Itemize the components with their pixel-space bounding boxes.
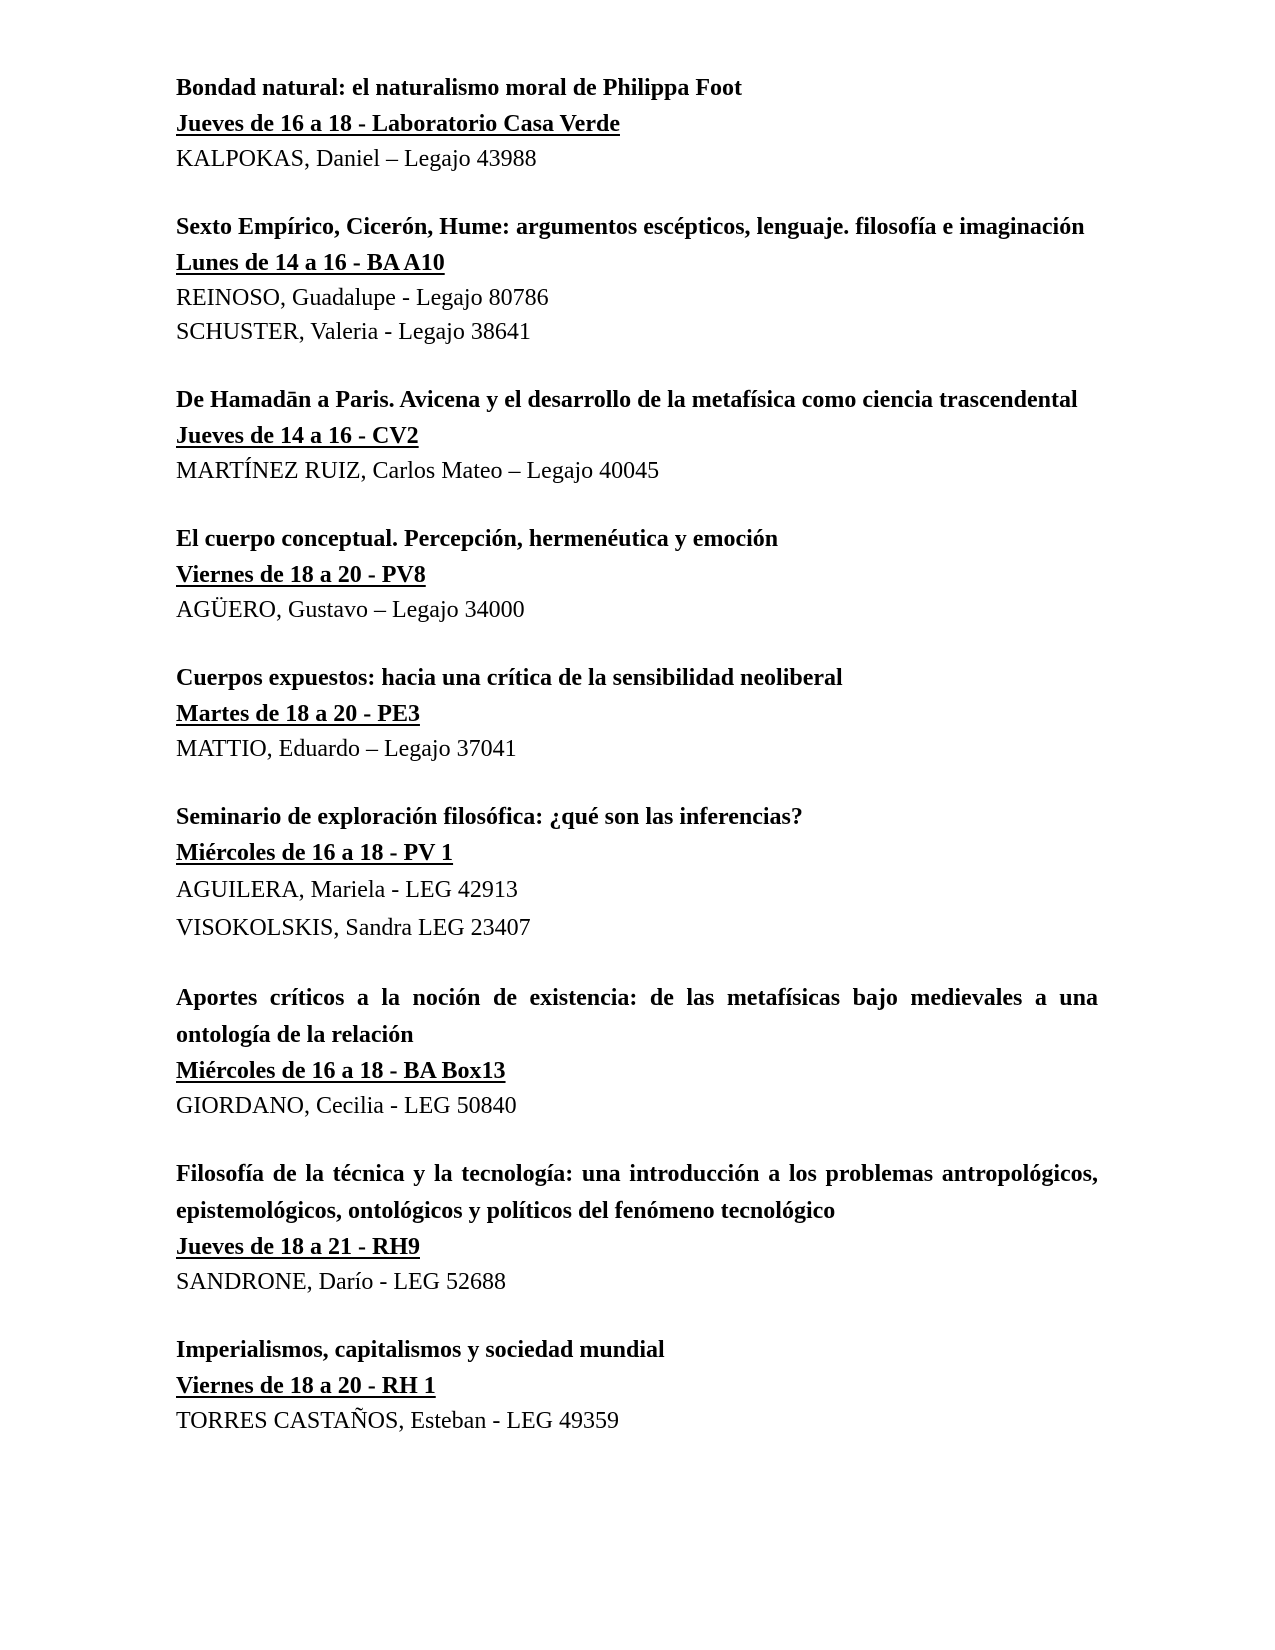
seminar-entry (176, 660, 1098, 766)
seminar-title: Aportes críticos a la noción de existencia: de las metafísicas bajo medievales a una ontología de la relación (176, 985, 1098, 1048)
seminar-professor: KALPOKAS, Daniel – Legajo 43988 (176, 146, 537, 172)
seminar-title: De Hamadān a Paris. Avicena y el desarrollo de la metafísica como ciencia trascendental (176, 387, 1078, 413)
seminar-professor: SANDRONE, Darío - LEG 52688 (176, 1269, 506, 1295)
seminar-entry (176, 980, 1098, 1123)
seminar-entry (176, 521, 1098, 627)
seminar-professor: AGUILERA, Mariela - LEG 42913 (176, 877, 518, 903)
seminar-title: El cuerpo conceptual. Percepción, hermenéutica y emoción (176, 526, 779, 552)
seminar-schedule: Martes de 18 a 20 - PE3 (176, 701, 420, 727)
seminar-professor: VISOKOLSKIS, Sandra LEG 23407 (176, 915, 531, 941)
seminar-title: Sexto Empírico, Cicerón, Hume: argumentos escépticos, lenguaje. filosofía e imaginación (176, 214, 1085, 240)
seminar-professor: TORRES CASTAÑOS, Esteban - LEG 49359 (176, 1408, 619, 1434)
seminar-list (176, 70, 1098, 1471)
seminar-professor: MATTIO, Eduardo – Legajo 37041 (176, 736, 517, 762)
seminar-entry (176, 382, 1098, 488)
seminar-title: Imperialismos, capitalismos y sociedad mundial (176, 1337, 665, 1363)
seminar-entry (176, 799, 1098, 947)
seminar-professor: AGÜERO, Gustavo – Legajo 34000 (176, 597, 525, 623)
seminar-schedule: Viernes de 18 a 20 - PV8 (176, 562, 426, 588)
seminar-schedule: Miércoles de 16 a 18 - BA Box13 (176, 1058, 506, 1084)
seminar-professor: REINOSO, Guadalupe - Legajo 80786 (176, 285, 549, 311)
seminar-professor: SCHUSTER, Valeria - Legajo 38641 (176, 319, 531, 345)
seminar-professor: GIORDANO, Cecilia - LEG 50840 (176, 1093, 517, 1119)
seminar-entry (176, 1332, 1098, 1438)
seminar-title: Filosofía de la técnica y la tecnología: una introducción a los problemas antropológicos, epistemológicos, ontológicos y políticos del fenómeno tecnológico (176, 1161, 1098, 1224)
seminar-schedule: Jueves de 14 a 16 - CV2 (176, 423, 419, 449)
seminar-entry (176, 209, 1098, 349)
seminar-schedule: Jueves de 18 a 21 - RH9 (176, 1234, 420, 1260)
seminar-schedule: Viernes de 18 a 20 - RH 1 (176, 1373, 436, 1399)
seminar-professor: MARTÍNEZ RUIZ, Carlos Mateo – Legajo 40045 (176, 458, 660, 484)
seminar-entry (176, 70, 1098, 176)
seminar-schedule: Lunes de 14 a 16 - BA A10 (176, 250, 445, 276)
seminar-schedule: Miércoles de 16 a 18 - PV 1 (176, 840, 454, 866)
seminar-title: Bondad natural: el naturalismo moral de Philippa Foot (176, 75, 743, 101)
seminar-title: Cuerpos expuestos: hacia una crítica de la sensibilidad neoliberal (176, 665, 843, 691)
seminar-schedule: Jueves de 16 a 18 - Laboratorio Casa Verde (176, 111, 620, 137)
seminar-entry (176, 1156, 1098, 1299)
seminar-title: Seminario de exploración filosófica: ¿qué son las inferencias? (176, 804, 803, 830)
